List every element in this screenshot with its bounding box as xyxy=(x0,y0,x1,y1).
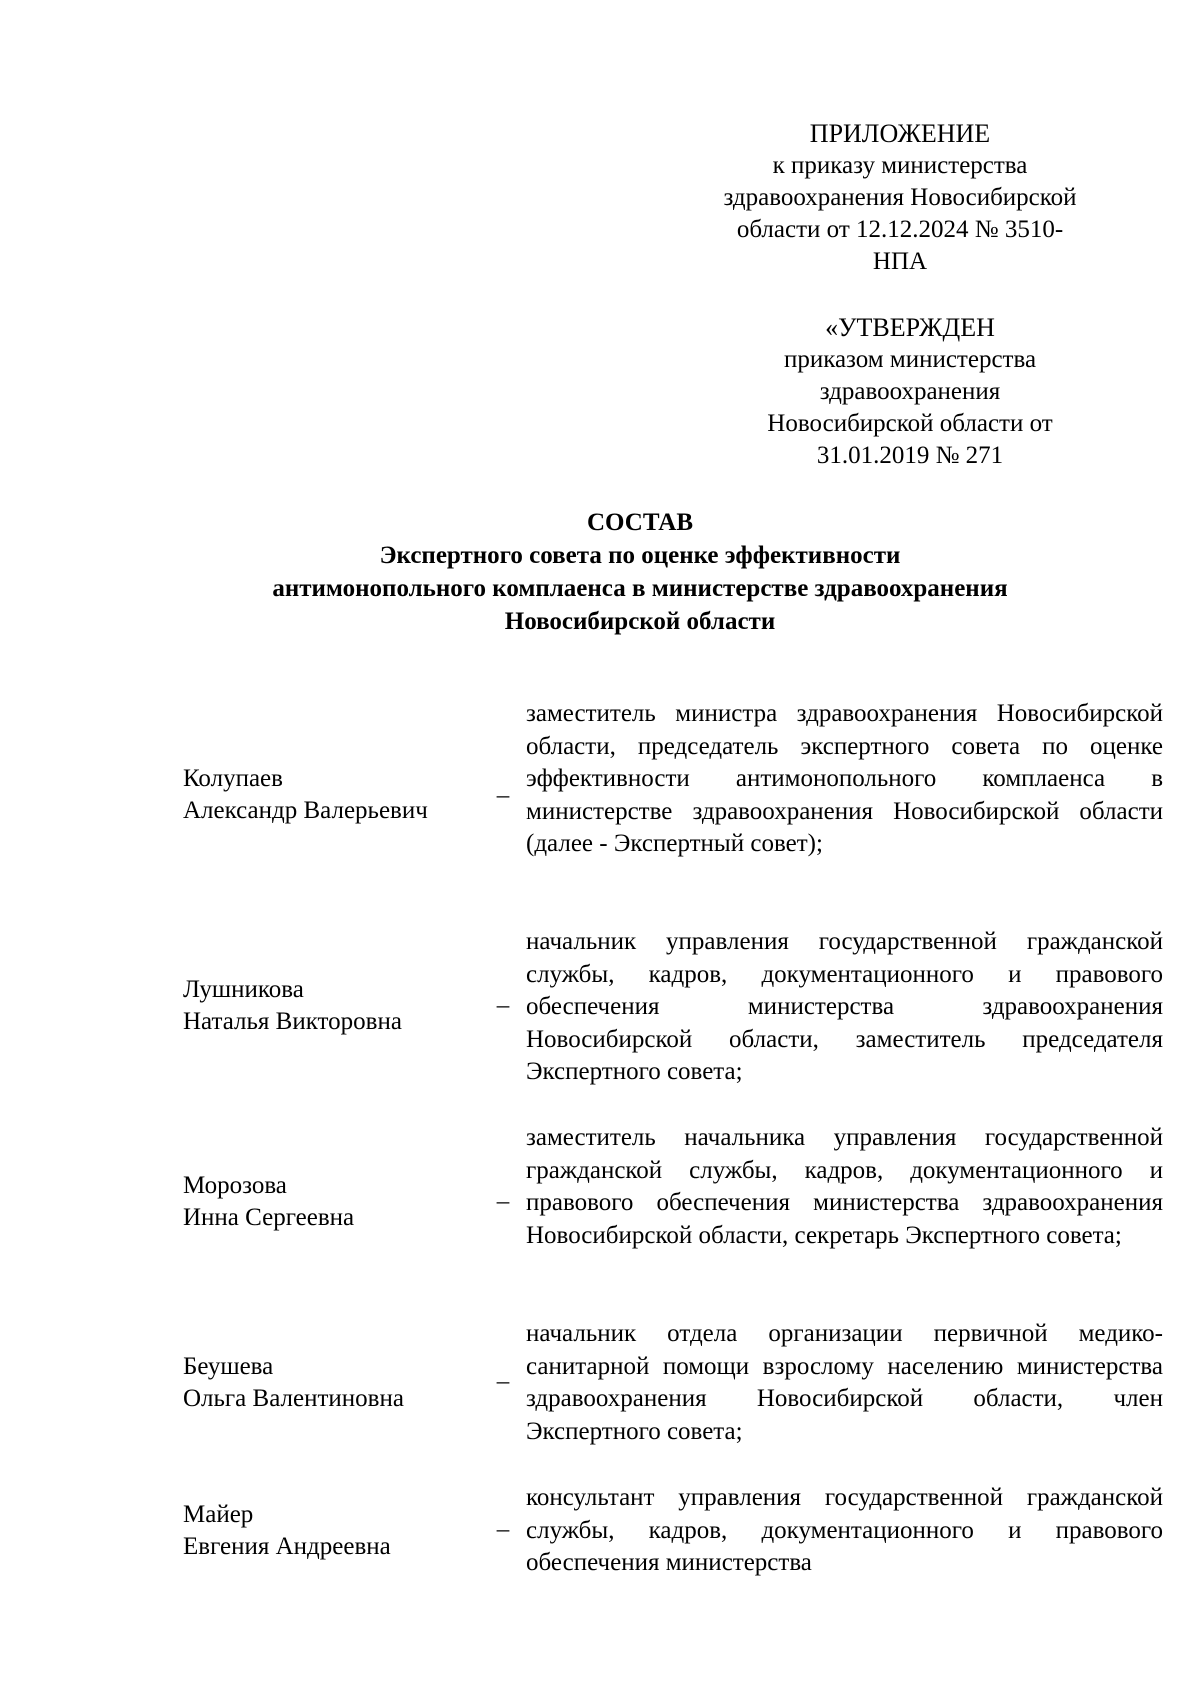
member-name xyxy=(183,1499,483,1563)
member-given-name: Наталья Викторовна xyxy=(183,1008,402,1035)
appendix-line-3: области от 12.12.2024 № 3510- xyxy=(736,216,1064,243)
member-surname: Колупаев xyxy=(183,765,283,792)
member-surname: Майер xyxy=(183,1501,254,1528)
heading-title: СОСТАВ xyxy=(586,509,694,536)
member-name xyxy=(183,1351,483,1415)
member-given-name: Александр Валерьевич xyxy=(183,797,428,824)
heading-line-1: Экспертного совета по оценке эффективности xyxy=(379,542,901,569)
approved-line-4: 31.01.2019 № 271 xyxy=(816,442,1004,469)
member-role: заместитель министра здравоохранения Новосибирской области, председатель экспертного совета по оценке эффективности антимонопольного комплаенса в министерстве здравоохранения Новосибирской области (далее - Экспертный совет); xyxy=(526,700,1163,857)
approved-title: «УТВЕРЖДЕН xyxy=(825,313,995,342)
member-role: начальник отдела организации первичной медико-санитарной помощи взрослому населению министерства здравоохранения Новосибирской области, член Экспертного совета; xyxy=(526,1320,1163,1445)
approved-line-2: здравоохранения xyxy=(819,378,1001,405)
appendix-line-1: к приказу министерства xyxy=(772,152,1028,179)
member-dash: – xyxy=(496,1516,510,1543)
appendix-title: ПРИЛОЖЕНИЕ xyxy=(809,119,991,148)
heading-line-2: антимонопольного комплаенса в министерстве здравоохранения xyxy=(272,575,1008,602)
member-dash: – xyxy=(496,1188,510,1215)
member-dash: – xyxy=(496,782,510,809)
member-name xyxy=(183,763,483,827)
member-dash: – xyxy=(496,992,510,1019)
approved-block xyxy=(720,312,1100,472)
member-surname: Лушникова xyxy=(183,976,304,1003)
member-given-name: Инна Сергеевна xyxy=(183,1204,355,1231)
member-role: заместитель начальника управления государственной гражданской службы, кадров, документационного и правового обеспечения министерства здравоохранения Новосибирской области, секретарь Экспертного совета; xyxy=(526,1124,1163,1249)
document-heading xyxy=(150,506,1130,638)
member-role: консультант управления государственной гражданской службы, кадров, документационного и правового обеспечения министерства xyxy=(526,1484,1163,1576)
appendix-line-4: НПА xyxy=(872,248,928,275)
member-name xyxy=(183,1170,483,1234)
member-surname: Морозова xyxy=(183,1172,287,1199)
member-name xyxy=(183,974,483,1038)
approved-line-3: Новосибирской области от xyxy=(767,410,1053,437)
approved-line-1: приказом министерства xyxy=(783,346,1037,373)
appendix-line-2: здравоохранения Новосибирской xyxy=(723,184,1077,211)
member-given-name: Ольга Валентиновна xyxy=(183,1385,404,1412)
appendix-block xyxy=(690,118,1110,278)
member-dash: – xyxy=(496,1368,510,1395)
heading-line-3: Новосибирской области xyxy=(504,608,776,635)
member-given-name: Евгения Андреевна xyxy=(183,1533,391,1560)
member-surname: Беушева xyxy=(183,1353,274,1380)
member-role: начальник управления государственной гражданской службы, кадров, документационного и правового обеспечения министерства здравоохранения Новосибирской области, заместитель председателя Экспертного совета; xyxy=(526,928,1163,1085)
